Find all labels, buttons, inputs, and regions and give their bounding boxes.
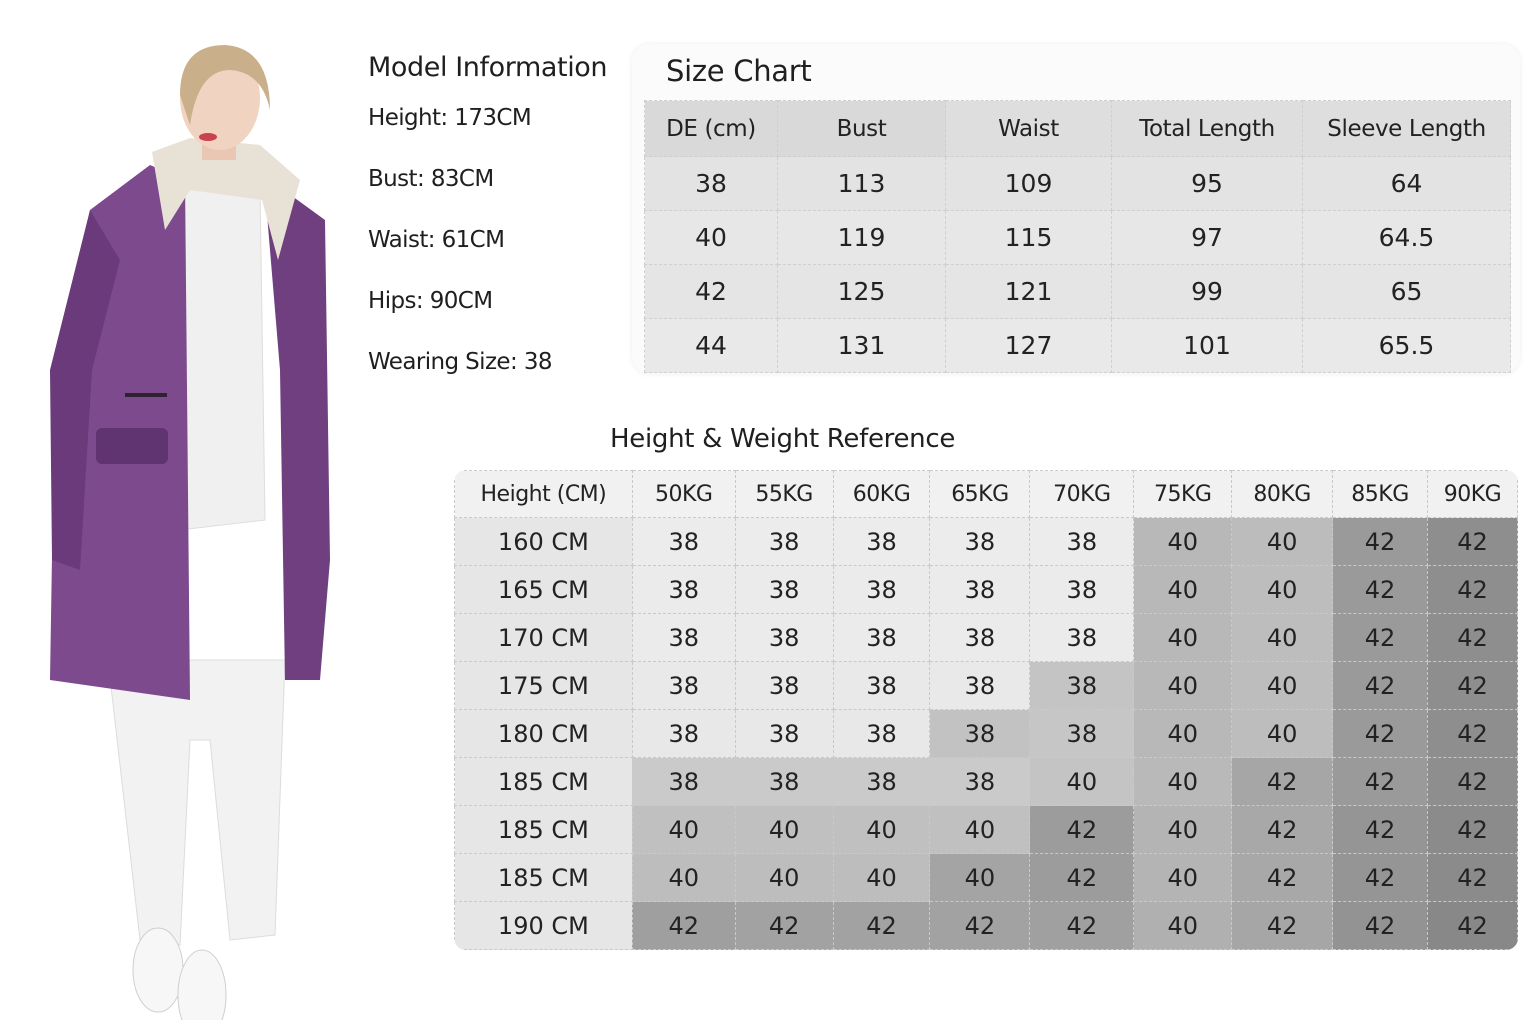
model-hips: Hips: 90CM	[368, 288, 493, 314]
height-weight-height-cell: 185 CM	[455, 758, 633, 806]
height-weight-row	[455, 710, 1518, 758]
height-weight-size-cell: 38	[930, 758, 1030, 806]
left-shoe	[133, 928, 183, 1012]
height-weight-size-cell: 38	[930, 710, 1030, 758]
model-bust: Bust: 83CM	[368, 166, 494, 192]
height-weight-header-weight: 85KG	[1333, 471, 1428, 518]
height-weight-size-cell: 42	[1232, 854, 1333, 902]
size-chart-header-bust: Bust	[778, 101, 946, 157]
height-weight-size-cell: 38	[1030, 710, 1134, 758]
height-weight-size-cell: 40	[1030, 758, 1134, 806]
size-chart-size-cell: 44	[645, 319, 778, 373]
height-weight-size-cell: 40	[1232, 518, 1333, 566]
height-weight-size-cell: 42	[1232, 758, 1333, 806]
height-weight-header-weight: 90KG	[1427, 471, 1517, 518]
height-weight-size-cell: 38	[833, 662, 930, 710]
height-weight-size-cell: 38	[833, 518, 930, 566]
size-chart-cell: 109	[946, 157, 1112, 211]
height-weight-size-cell: 42	[1427, 710, 1517, 758]
height-weight-size-cell: 38	[930, 566, 1030, 614]
size-chart-header-row	[645, 101, 1511, 157]
size-chart-header-total-length: Total Length	[1112, 101, 1303, 157]
size-chart-cell: 64.5	[1303, 211, 1511, 265]
height-weight-size-cell: 38	[735, 566, 833, 614]
height-weight-row	[455, 902, 1518, 950]
size-chart-header-sleeve-length: Sleeve Length	[1303, 101, 1511, 157]
height-weight-size-cell: 42	[1333, 902, 1428, 950]
right-shoe	[178, 950, 226, 1020]
size-chart-row	[645, 211, 1511, 265]
height-weight-size-cell: 42	[735, 902, 833, 950]
height-weight-header-height: Height (CM)	[455, 471, 633, 518]
height-weight-size-cell: 38	[833, 566, 930, 614]
height-weight-size-cell: 40	[1232, 662, 1333, 710]
height-weight-height-cell: 185 CM	[455, 854, 633, 902]
height-weight-size-cell: 40	[1232, 566, 1333, 614]
height-weight-size-cell: 40	[632, 854, 735, 902]
height-weight-size-cell: 40	[833, 854, 930, 902]
lips	[199, 133, 217, 141]
size-chart-header-de: DE (cm)	[645, 101, 778, 157]
size-chart-cell: 115	[946, 211, 1112, 265]
height-weight-size-cell: 38	[632, 662, 735, 710]
height-weight-header-row	[455, 471, 1518, 518]
height-weight-size-cell: 42	[1427, 614, 1517, 662]
size-chart-cell: 131	[778, 319, 946, 373]
size-chart-title: Size Chart	[666, 54, 812, 88]
model-height: Height: 173CM	[368, 105, 532, 131]
size-chart-cell: 121	[946, 265, 1112, 319]
height-weight-height-cell: 180 CM	[455, 710, 633, 758]
height-weight-size-cell: 38	[1030, 566, 1134, 614]
height-weight-size-cell: 40	[1134, 758, 1232, 806]
height-weight-size-cell: 40	[1134, 518, 1232, 566]
height-weight-size-cell: 42	[1030, 902, 1134, 950]
height-weight-size-cell: 40	[735, 806, 833, 854]
model-photo	[30, 40, 350, 1020]
height-weight-size-cell: 40	[1134, 566, 1232, 614]
height-weight-header-weight: 65KG	[930, 471, 1030, 518]
height-weight-size-cell: 38	[632, 758, 735, 806]
height-weight-size-cell: 42	[1333, 662, 1428, 710]
height-weight-size-cell: 38	[735, 758, 833, 806]
size-chart-cell: 65.5	[1303, 319, 1511, 373]
size-chart-cell: 99	[1112, 265, 1303, 319]
size-chart-size-cell: 38	[645, 157, 778, 211]
size-chart-cell: 113	[778, 157, 946, 211]
height-weight-size-cell: 42	[1427, 806, 1517, 854]
height-weight-row	[455, 614, 1518, 662]
height-weight-size-cell: 42	[1427, 518, 1517, 566]
height-weight-size-cell: 38	[833, 710, 930, 758]
height-weight-height-cell: 160 CM	[455, 518, 633, 566]
height-weight-size-cell: 42	[833, 902, 930, 950]
height-weight-height-cell: 165 CM	[455, 566, 633, 614]
trousers	[108, 660, 285, 945]
height-weight-height-cell: 185 CM	[455, 806, 633, 854]
height-weight-size-cell: 42	[1333, 566, 1428, 614]
size-chart-table	[644, 100, 1511, 373]
height-weight-height-cell: 170 CM	[455, 614, 633, 662]
size-chart-size-cell: 42	[645, 265, 778, 319]
height-weight-size-cell: 40	[1134, 710, 1232, 758]
height-weight-row	[455, 518, 1518, 566]
height-weight-title: Height & Weight Reference	[610, 424, 956, 454]
pocket-flap	[96, 428, 168, 464]
size-chart-cell: 101	[1112, 319, 1303, 373]
height-weight-size-cell: 38	[930, 518, 1030, 566]
height-weight-header-weight: 70KG	[1030, 471, 1134, 518]
height-weight-size-cell: 40	[1134, 662, 1232, 710]
height-weight-size-cell: 42	[1427, 566, 1517, 614]
height-weight-size-cell: 40	[1134, 806, 1232, 854]
model-wearing-size: Wearing Size: 38	[368, 349, 552, 375]
height-weight-size-cell: 40	[1134, 614, 1232, 662]
height-weight-size-cell: 42	[1232, 806, 1333, 854]
height-weight-row	[455, 806, 1518, 854]
model-information-title: Model Information	[368, 52, 608, 83]
height-weight-size-cell: 38	[833, 758, 930, 806]
height-weight-row	[455, 758, 1518, 806]
height-weight-size-cell: 42	[1333, 710, 1428, 758]
height-weight-table-card	[454, 470, 1518, 950]
size-chart-cell: 119	[778, 211, 946, 265]
height-weight-size-cell: 38	[632, 614, 735, 662]
height-weight-size-cell: 42	[1427, 902, 1517, 950]
height-weight-size-cell: 38	[833, 614, 930, 662]
height-weight-row	[455, 662, 1518, 710]
height-weight-size-cell: 38	[1030, 518, 1134, 566]
height-weight-size-cell: 42	[1333, 614, 1428, 662]
height-weight-size-cell: 42	[1030, 854, 1134, 902]
size-chart-cell: 125	[778, 265, 946, 319]
height-weight-size-cell: 40	[1232, 614, 1333, 662]
height-weight-size-cell: 42	[1232, 902, 1333, 950]
height-weight-size-cell: 42	[1333, 854, 1428, 902]
height-weight-size-cell: 38	[735, 662, 833, 710]
height-weight-size-cell: 40	[1134, 854, 1232, 902]
height-weight-header-weight: 60KG	[833, 471, 930, 518]
height-weight-size-cell: 40	[1134, 902, 1232, 950]
height-weight-size-cell: 40	[930, 806, 1030, 854]
height-weight-size-cell: 38	[930, 614, 1030, 662]
size-chart-row	[645, 157, 1511, 211]
height-weight-size-cell: 38	[1030, 614, 1134, 662]
height-weight-size-cell: 42	[1333, 758, 1428, 806]
height-weight-size-cell: 42	[1427, 662, 1517, 710]
height-weight-size-cell: 40	[930, 854, 1030, 902]
height-weight-height-cell: 190 CM	[455, 902, 633, 950]
height-weight-size-cell: 38	[1030, 662, 1134, 710]
height-weight-height-cell: 175 CM	[455, 662, 633, 710]
size-chart-cell: 95	[1112, 157, 1303, 211]
size-chart-cell: 97	[1112, 211, 1303, 265]
size-chart-header-waist: Waist	[946, 101, 1112, 157]
model-waist: Waist: 61CM	[368, 227, 505, 253]
height-weight-size-cell: 38	[735, 518, 833, 566]
height-weight-size-cell: 42	[1333, 806, 1428, 854]
height-weight-row	[455, 854, 1518, 902]
height-weight-size-cell: 38	[735, 710, 833, 758]
size-chart-cell: 64	[1303, 157, 1511, 211]
height-weight-header-weight: 50KG	[632, 471, 735, 518]
height-weight-size-cell: 38	[632, 566, 735, 614]
height-weight-size-cell: 40	[632, 806, 735, 854]
height-weight-size-cell: 38	[632, 710, 735, 758]
height-weight-size-cell: 40	[1232, 710, 1333, 758]
model-information	[368, 52, 607, 410]
height-weight-size-cell: 38	[632, 518, 735, 566]
height-weight-size-cell: 38	[735, 614, 833, 662]
height-weight-size-cell: 42	[930, 902, 1030, 950]
height-weight-size-cell: 42	[1333, 518, 1428, 566]
height-weight-row	[455, 566, 1518, 614]
size-chart-row	[645, 265, 1511, 319]
size-chart-cell: 65	[1303, 265, 1511, 319]
size-chart-row	[645, 319, 1511, 373]
size-chart-cell: 127	[946, 319, 1112, 373]
height-weight-size-cell: 42	[632, 902, 735, 950]
coat-right	[265, 180, 330, 680]
height-weight-size-cell: 40	[833, 806, 930, 854]
height-weight-header-weight: 55KG	[735, 471, 833, 518]
height-weight-size-cell: 40	[735, 854, 833, 902]
size-chart-size-cell: 40	[645, 211, 778, 265]
height-weight-size-cell: 38	[930, 662, 1030, 710]
height-weight-header-weight: 75KG	[1134, 471, 1232, 518]
height-weight-table	[454, 470, 1518, 950]
height-weight-size-cell: 42	[1427, 854, 1517, 902]
height-weight-size-cell: 42	[1427, 758, 1517, 806]
height-weight-header-weight: 80KG	[1232, 471, 1333, 518]
height-weight-size-cell: 42	[1030, 806, 1134, 854]
